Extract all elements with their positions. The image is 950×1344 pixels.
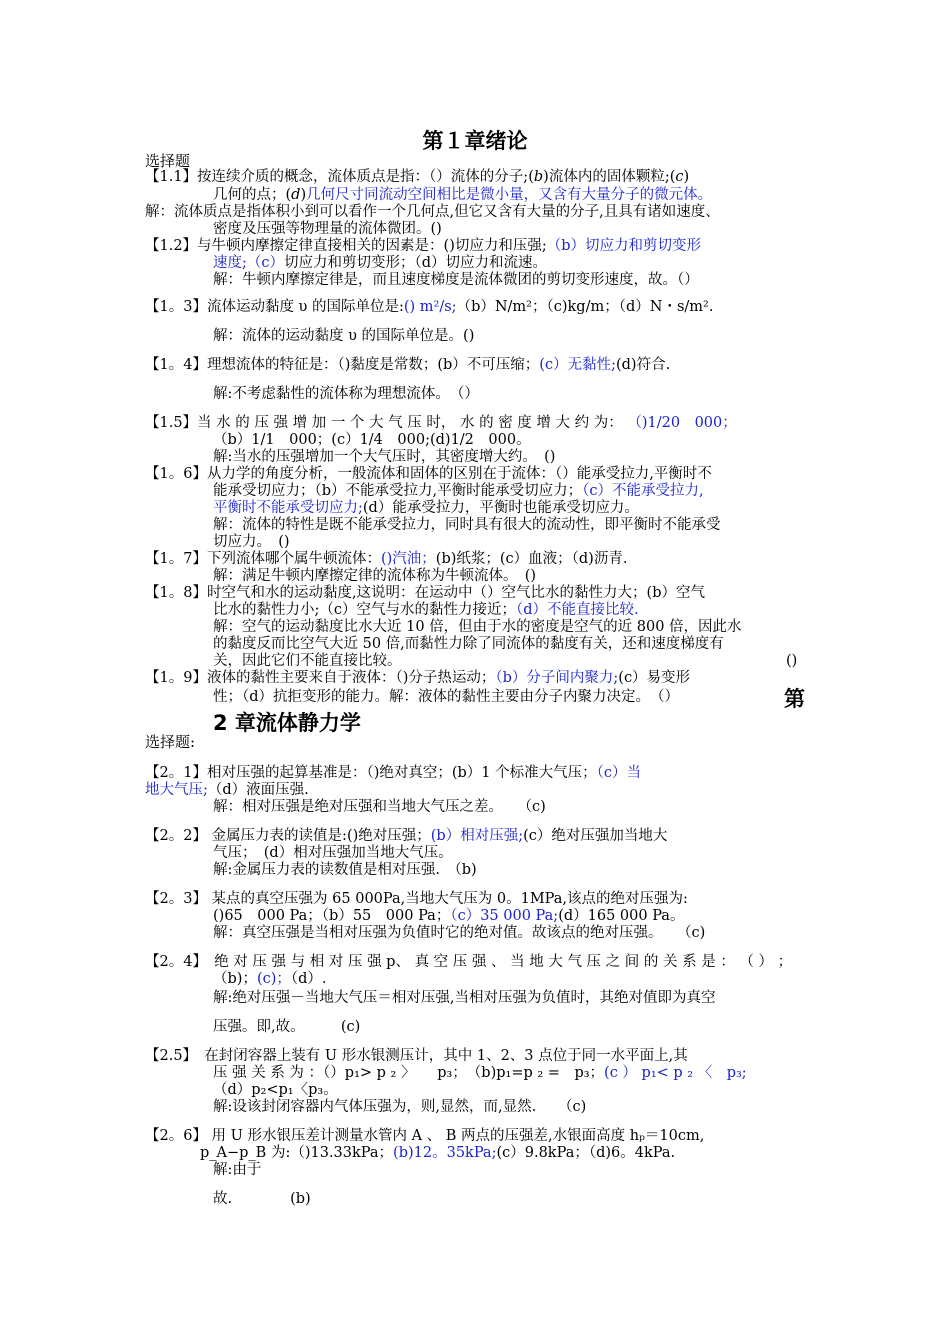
chapter-1-title: 第１章绪论 (422, 129, 528, 153)
q2-2-solution: 解:金属压力表的读数值是相对压强. （b) (213, 862, 477, 878)
q2-2-line2: 气压； (d）相对压强加当地大气压。 (213, 845, 453, 861)
q2-6-solution: 解:由于 (213, 1162, 262, 1178)
q1-6-solution: 解：流体的特性是既不能承受拉力，同时具有很大的流动性，即平衡时不能承受 (213, 517, 721, 533)
q1-8-solution: 解：空气的运动黏度比水大近 10 倍，但由于水的密度是空气的近 800 倍，因此水 (213, 619, 742, 635)
q1-6-line2: 能承受切应力；（b）不能承受拉力,平衡时能承受切应力；（c）不能承受拉力, (213, 483, 704, 499)
q1-3-line1: 【1。3】流体运动黏度 υ 的国际单位是:() m²/s;（b）N/m²；（c)kg/m；（d）N・s/m². (145, 299, 714, 315)
q1-6-solution-cont: 切应力。 () (213, 534, 290, 550)
q2-6-answer: 故. (b) (213, 1191, 311, 1207)
q2-4-solution-cont: 压强。即,故。 (c) (213, 1019, 361, 1035)
q1-8-solution-end: 关，因此它们不能直接比较。 (213, 653, 402, 669)
q1-4-solution: 解:不考虑黏性的流体称为理想流体。 （） (213, 386, 479, 402)
q1-7-solution: 解：满足牛顿内摩擦定律的流体称为牛顿流体。 () (213, 568, 537, 584)
q2-5-line3: （d）p₂<p₁〈p₃。 (213, 1082, 338, 1098)
q2-5-solution: 解:设该封闭容器内气体压强为，则,显然，而,显然. （c) (213, 1099, 587, 1115)
q1-3-solution: 解：流体的运动黏度 υ 的国际单位是。() (213, 328, 475, 344)
q2-5-line1: 【2.5】 在封闭容器上装有 U 形水银测压计，其中 1、2、3 点位于同一水平面上,其 (145, 1048, 688, 1064)
q1-2-solution: 解：牛顿内摩擦定律是，而且速度梯度是流体微团的剪切变形速度，故。（） (213, 272, 699, 288)
q1-8-answer: () (786, 653, 798, 669)
q1-4-line1: 【1。4】理想流体的特征是：（)黏度是常数；(b）不可压缩；(c）无黏性;(d)符合. (145, 357, 671, 373)
q1-1-answer: 几何尺寸同流动空间相比是微小量，又含有大量分子的微元体。 (306, 187, 713, 203)
q1-7-line1: 【1。7】下列流体哪个属牛顿流体：()汽油；(b)纸浆；(c）血液；（d)沥青. (145, 551, 628, 567)
q1-1-solution: 解：流体质点是指体积小到可以看作一个几何点,但它又含有大量的分子,且具有诸如速度、 (145, 204, 720, 220)
q2-6-line1: 【2。6】 用 U 形水银压差计测量水管内 A 、 B 两点的压强差,水银面高度 hₚ＝10cm, (145, 1128, 705, 1144)
q1-5-line1: 【1.5】当 水 的 压 强 增 加 一 个 大 气 压 时， 水 的 密 度 增 大 约 为： （)1/20 000； (145, 415, 737, 431)
chapter-2-title-part1: 第 (784, 687, 805, 711)
q2-1-line1: 【2。1】相对压强的起算基准是：（)绝对真空；(b）1 个标准大气压；（c）当 (145, 765, 642, 781)
chapter-2-title: 2 章流体静力学 (213, 711, 361, 735)
q2-3-line2: ()65 000 Pa；（b）55 000 Pa；（c）35 000 Pa;(d）165 000 Pa。 (213, 908, 685, 924)
q1-9-line2: 性；（d）抗拒变形的能力。解：液体的黏性主要由分子内聚力决定。 （） (213, 689, 680, 705)
q2-1-line2: 地大气压;（d）液面压强. (145, 782, 309, 798)
q1-9-line1: 【1。9】液体的黏性主要来自于液体：（)分子热运动；（b）分子间内聚力;(c）易变形 (145, 670, 691, 686)
q1-8-line2: 比水的黏性力小;（c）空气与水的黏性力接近；（d）不能直接比较. (213, 602, 639, 618)
q2-5-line2: 压 强 关 系 为 ：（）p₁> p ₂ 〉 p₃； （b)p₁=p ₂ = p₃；(c ） p₁< p ₂ 〈 p₃; (213, 1065, 747, 1081)
q1-1-line1: 【1.1】按连续介质的概念，流体质点是指：（）流体的分子;(b)流体内的固体颗粒;(c) (145, 169, 690, 185)
q1-6-line3: 平衡时不能承受切应力;(d）能承受拉力，平衡时也能承受切应力。 (213, 500, 639, 516)
chapter-1-section: 选择题 (145, 152, 191, 170)
q2-4-solution: 解:绝对压强－当地大气压＝相对压强,当相对压强为负值时，其绝对值即为真空 (213, 990, 716, 1006)
q2-4-line1: 【2。4】 绝 对 压 强 与 相 对 压 强 p、 真 空 压 强 、 当 地 大 气 压 之 间 的 关 系 是 ： （ ） ； (145, 954, 793, 970)
q2-4-line2: （b)；(c)；（d）. (213, 971, 327, 987)
q1-8-line1: 【1。8】时空气和水的运动黏度,这说明：在运动中（）空气比水的黏性力大；(b）空气 (145, 585, 705, 601)
q2-2-line1: 【2。2】 金属压力表的读值是:()绝对压强；(b）相对压强;(c）绝对压强加当地大 (145, 828, 668, 844)
q1-1-line2: 几何的点；(d)几何尺寸同流动空间相比是微小量，又含有大量分子的微元体。 (213, 187, 713, 203)
q1-5-line2: （b）1/1 000；(c）1/4 000;(d)1/2 000。 (213, 432, 531, 448)
q1-1-solution-cont: 密度及压强等物理量的流体微团。() (213, 221, 442, 237)
q2-3-line1: 【2。3】 某点的真空压强为 65 000Pa,当地大气压为 0。1MPa,该点的绝对压强为: (145, 891, 688, 907)
q1-5-solution: 解:当水的压强增加一个大气压时，其密度增大约。 () (213, 449, 556, 465)
q2-6-line2: p_A−p_B 为:（)13.33kPa；(b)12。35kPa;(c）9.8kPa；（d)6。4kPa. (200, 1145, 676, 1161)
q1-2-line2: 速度;（c）切应力和剪切变形；（d）切应力和流速。 (213, 255, 548, 271)
q1-6-line1: 【1。6】从力学的角度分析，一般流体和固体的区别在于流体：（）能承受拉力,平衡时不 (145, 466, 712, 482)
q2-1-solution: 解：相对压强是绝对压强和当地大气压之差。 （c) (213, 799, 546, 815)
q2-3-solution: 解：真空压强是当相对压强为负值时它的绝对值。故该点的绝对压强。 （c) (213, 925, 706, 941)
chapter-2-section: 选择题: (145, 733, 196, 751)
q1-2-line1: 【1.2】与牛顿内摩擦定律直接相关的因素是：()切应力和压强;（b）切应力和剪切变形 (145, 238, 702, 254)
q1-8-solution-cont: 的黏度反而比空气大近 50 倍,而黏性力除了同流体的黏度有关，还和速度梯度有 (213, 636, 724, 652)
